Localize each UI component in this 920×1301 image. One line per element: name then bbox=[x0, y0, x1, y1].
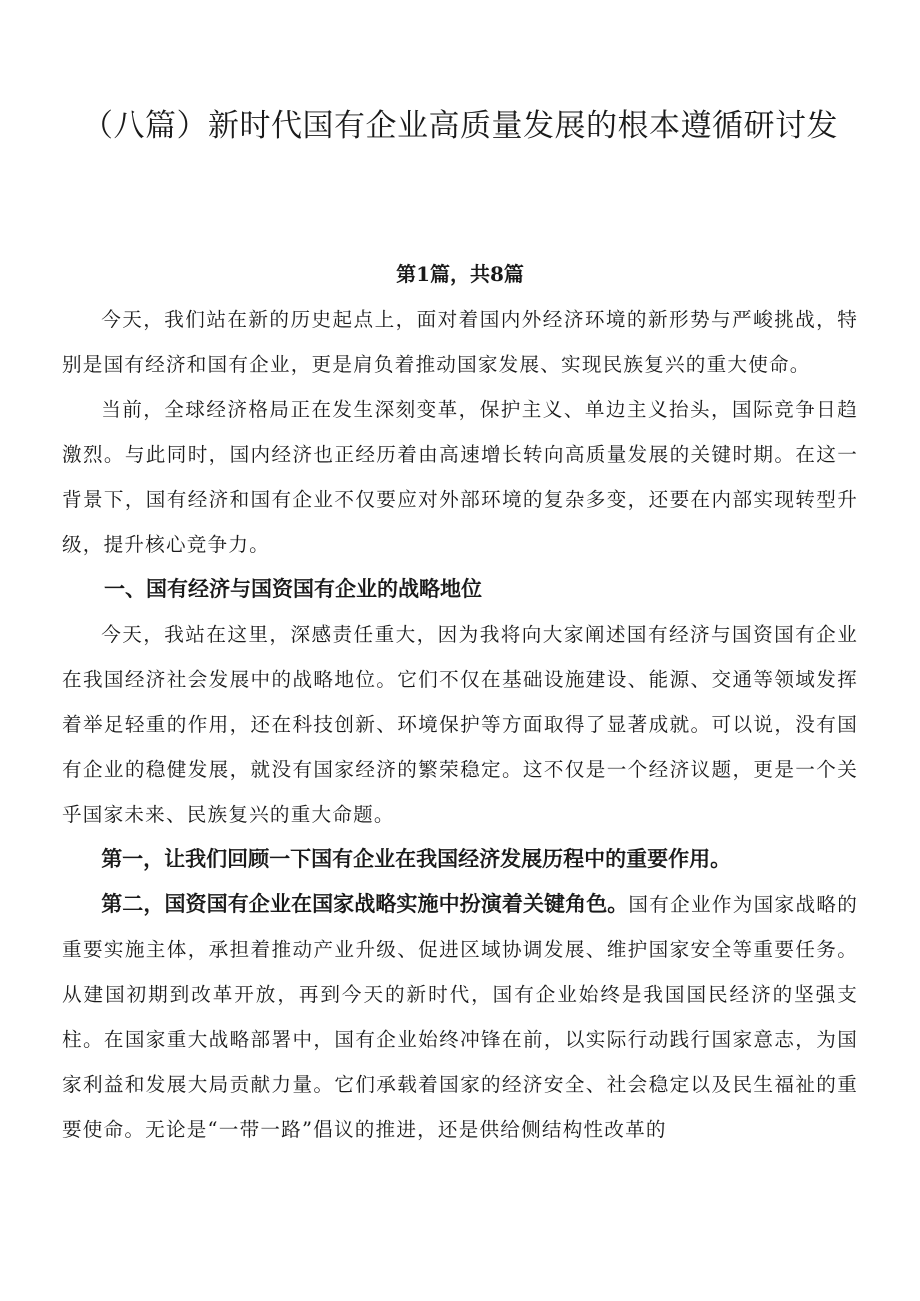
paragraph-context: 当前，全球经济格局正在发生深刻变革，保护主义、单边主义抬头，国际竞争日趋激烈。与此同时，国内经济也正经历着由高速增长转向高质量发展的关键时期。在这一背景下，国有经济和国有企业不仅要应对外部环境的复杂多变，还要在内部实现转型升级，提升核心竞争力。 bbox=[62, 398, 858, 556]
document-title: （八篇）新时代国有企业高质量发展的根本遵循研讨发 bbox=[82, 108, 838, 144]
document-body bbox=[62, 297, 858, 1152]
point-one-lead: 第一，让我们回顾一下国有企业在我国经济发展历程中的重要作用。 bbox=[101, 847, 732, 871]
paragraph-strategic-position: 今天，我站在这里，深感责任重大，因为我将向大家阐述国有经济与国资国有企业在我国经济社会发展中的战略地位。它们不仅在基础设施建设、能源、交通等领域发挥着举足轻重的作用，还在科技创新、环境保护等方面取得了显著成就。可以说，没有国有企业的稳健发展，就没有国家经济的繁荣稳定。这不仅是一个经济议题，更是一个关乎国家未来、民族复兴的重大命题。 bbox=[62, 623, 858, 826]
document-subtitle: 第1篇，共8篇 bbox=[396, 262, 524, 286]
point-two-lead: 第二，国资国有企业在国家战略实施中扮演着关键角色。 bbox=[101, 892, 629, 916]
paragraph-intro: 今天，我们站在新的历史起点上，面对着国内外经济环境的新形势与严峻挑战，特别是国有经济和国有企业，更是肩负着推动国家发展、实现民族复兴的重大使命。 bbox=[62, 308, 858, 376]
paragraph-point-two bbox=[62, 882, 858, 1152]
point-two-body: 国有企业作为国家战略的重要实施主体，承担着推动产业升级、促进区域协调发展、维护国家安全等重要任务。从建国初期到改革开放，再到今天的新时代，国有企业始终是我国国民经济的坚强支柱。在国家重大战略部署中，国有企业始终冲锋在前，以实际行动践行国家意志，为国家利益和发展大局贡献力量。它们承载着国家的经济安全、社会稳定以及民生福祉的重要使命。无论是“一带一路”倡议的推进，还是供给侧结构性改革的 bbox=[62, 893, 859, 1141]
section-heading: 一、国有经济与国资国有企业的战略地位 bbox=[104, 577, 482, 601]
paragraph-point-one bbox=[62, 837, 858, 882]
